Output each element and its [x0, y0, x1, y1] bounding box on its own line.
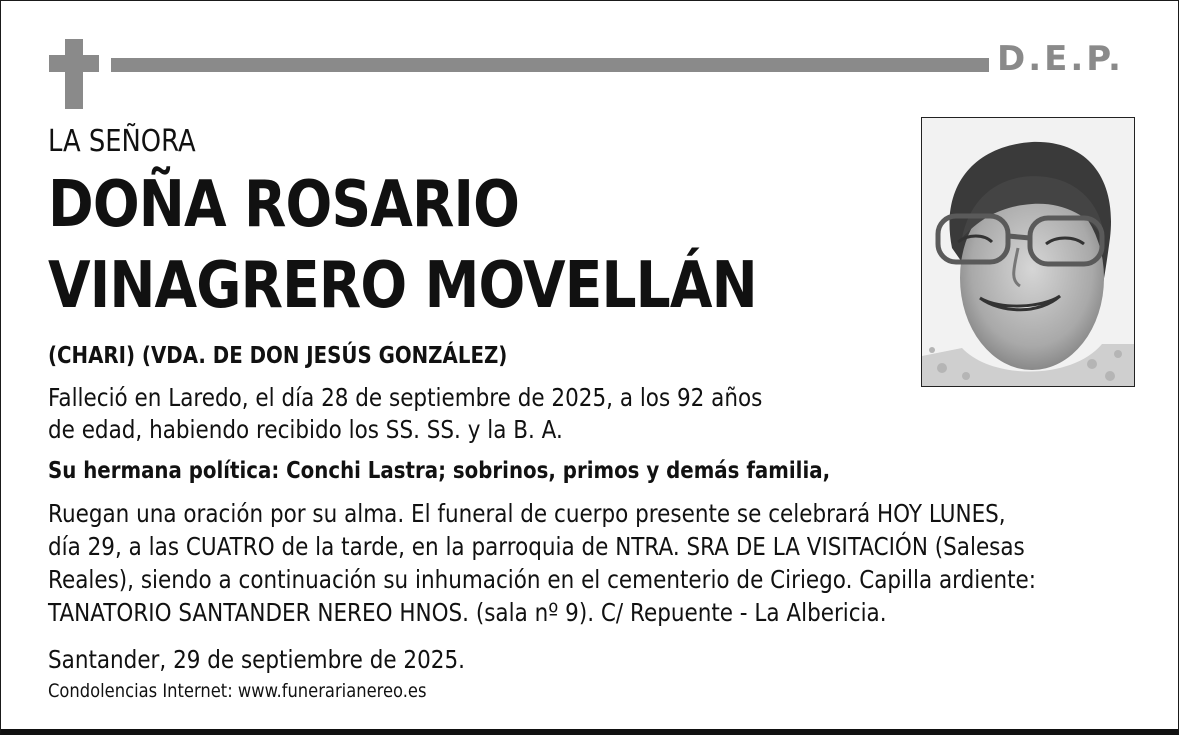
- family-line: Su hermana política: Conchi Lastra; sobrinos, primos y demás familia,: [48, 458, 831, 484]
- place-date-line: Santander, 29 de septiembre de 2025.: [48, 645, 465, 674]
- funeral-request-line-3: Reales), siendo a continuación su inhumación en el cementerio de Ciriego. Capilla ardiente:: [48, 565, 1037, 594]
- portrait-image: [922, 118, 1134, 386]
- condolences-line: Condolencias Internet: www.funerarianereo.es: [48, 680, 427, 702]
- portrait-photo: [921, 117, 1135, 387]
- death-notice-line-1: Falleció en Laredo, el día 28 de septiembre de 2025, a los 92 años: [48, 383, 763, 412]
- nickname-widow-line: (CHARI) (VDA. DE DON JESÚS GONZÁLEZ): [48, 343, 508, 369]
- death-notice-line-2: de edad, habiendo recibido los SS. SS. y la B. A.: [48, 415, 563, 444]
- honorific-label: LA SEÑORA: [48, 124, 196, 159]
- funeral-request-line-4: TANATORIO SANTANDER NEREO HNOS. (sala nº 9). C/ Repuente - La Albericia.: [48, 598, 887, 627]
- funeral-request-line-2: día 29, a las CUATRO de la tarde, en la parroquia de NTRA. SRA DE LA VISITACIÓN (Salesas: [48, 532, 1025, 561]
- deceased-name-line-1: DOÑA ROSARIO: [48, 168, 520, 242]
- header-rule: [111, 58, 989, 72]
- deceased-name-line-2: VINAGRERO MOVELLÁN: [48, 249, 757, 323]
- dep-heading: D.E.P.: [997, 39, 1124, 79]
- funeral-request-line-1: Ruegan una oración por su alma. El funeral de cuerpo presente se celebrará HOY LUNES,: [48, 499, 1006, 528]
